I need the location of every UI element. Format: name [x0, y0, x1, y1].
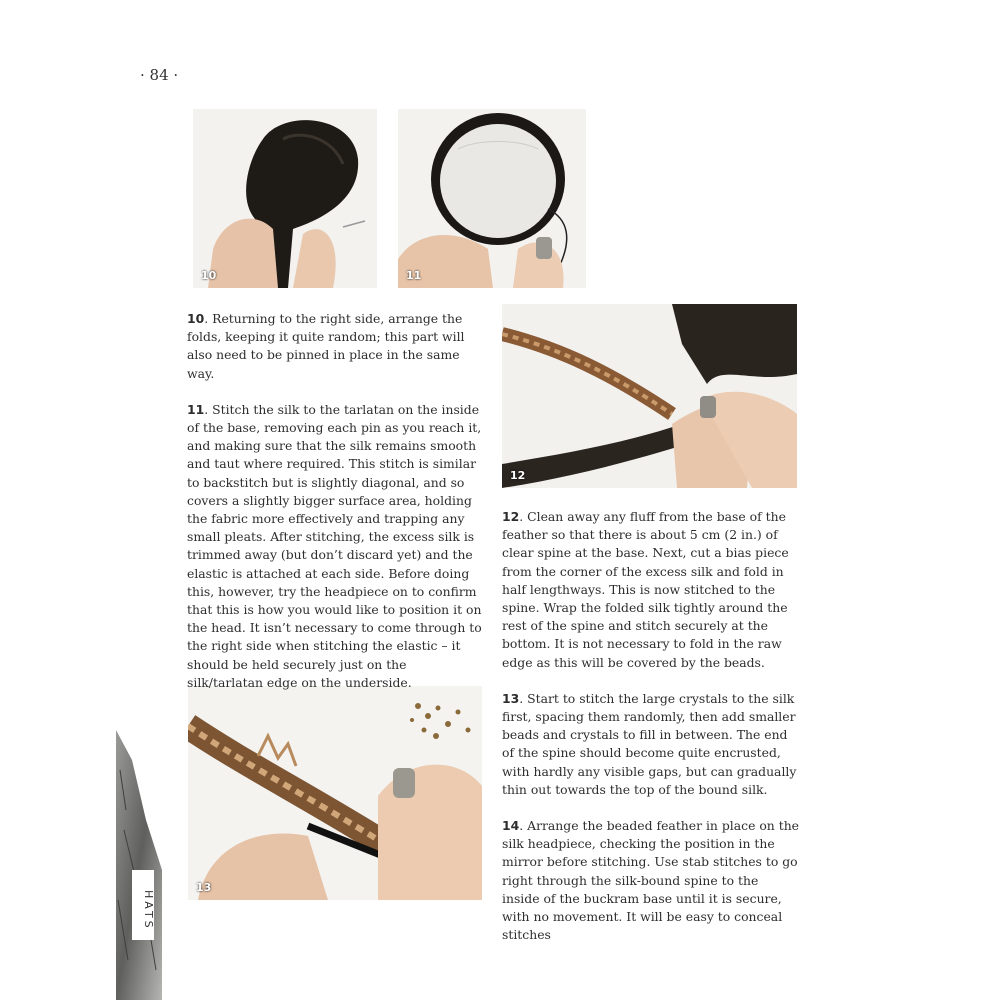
- photo-13: [188, 686, 482, 900]
- fur-decoration: [116, 730, 162, 1000]
- step-11-number: 11: [187, 401, 205, 417]
- photo-12-image: [502, 304, 797, 488]
- section-label: HATS: [142, 889, 155, 931]
- step-10-number: 10: [187, 311, 205, 326]
- step-10-text: . Returning to the right side, arrange the folds, keeping it quite random; this part will also need to be pinned in place in the same way.: [187, 311, 465, 381]
- photo-10: [193, 109, 377, 288]
- step-11-text: . Stitch the silk to the tarlatan on the inside of the base, removing each pin as you reach it, and making sure that the silk remains smooth and taut where required. This stitch is similar to backstitch but is slightly diagonal, and so covers a slightly bigger surface area, holding the fabric more effectively and trapping any small pleats. After stitching, the excess silk is trimmed away (but don’t discard yet) and the elastic is attached at each side. Before doing this, however, try the headpiece on to confirm that this is how you would like to position it on the head. It isn’t necessary to come through to the right side when stitching the elastic – it should be held securely just on the silk/tarlatan edge on the underside.: [187, 401, 482, 690]
- photo-11-image: [398, 109, 586, 288]
- step-12-text: . Clean away any fluff from the base of the feather so that there is about 5 cm (2 in.) of clear spine at the base. Next, cut a bias piece from the corner of the excess silk and fold in half lengthways. This is now stitched to the spine. Wrap the folded silk tightly around the rest of the spine and stitch securely at the bottom. It is not necessary to fold in the raw edge as this will be covered by the beads.: [502, 509, 789, 670]
- step-12-number: 12: [502, 509, 520, 524]
- step-13-text: . Start to stitch the large crystals to the silk first, spacing them randomly, then add smaller beads and crystals to fill in between. The end of the spine should become quite encrusted, with hardly any visible gaps, but can gradually thin out towards the top of the bound silk.: [502, 690, 797, 797]
- step-14-paragraph: [502, 817, 799, 944]
- step-14-number: 14: [502, 818, 520, 834]
- page-number: · 84 ·: [140, 66, 179, 84]
- step-13-paragraph: [502, 690, 799, 799]
- photo-10-image: [193, 109, 377, 288]
- photo-11: [398, 109, 586, 288]
- photo-13-image: [188, 686, 482, 900]
- photo-10-label: 10: [201, 269, 217, 282]
- photo-12: [502, 304, 797, 488]
- photo-11-label: 11: [406, 269, 422, 282]
- step-14-text: . Arrange the beaded feather in place on the silk headpiece, checking the position in the mirror before stitching. Use stab stitches to go right through the silk-bound spine to the inside of the buckram base until it is secure, with no movement. It will be easy to conceal stitches: [502, 818, 800, 943]
- photo-13-label: 13: [196, 881, 212, 894]
- left-text-column: [187, 310, 482, 710]
- step-10-paragraph: [187, 310, 482, 383]
- step-12-paragraph: [502, 508, 799, 672]
- photo-12-label: 12: [510, 469, 526, 482]
- right-text-column: [502, 508, 799, 962]
- step-13-number: 13: [502, 690, 520, 706]
- step-11-paragraph: [187, 401, 482, 692]
